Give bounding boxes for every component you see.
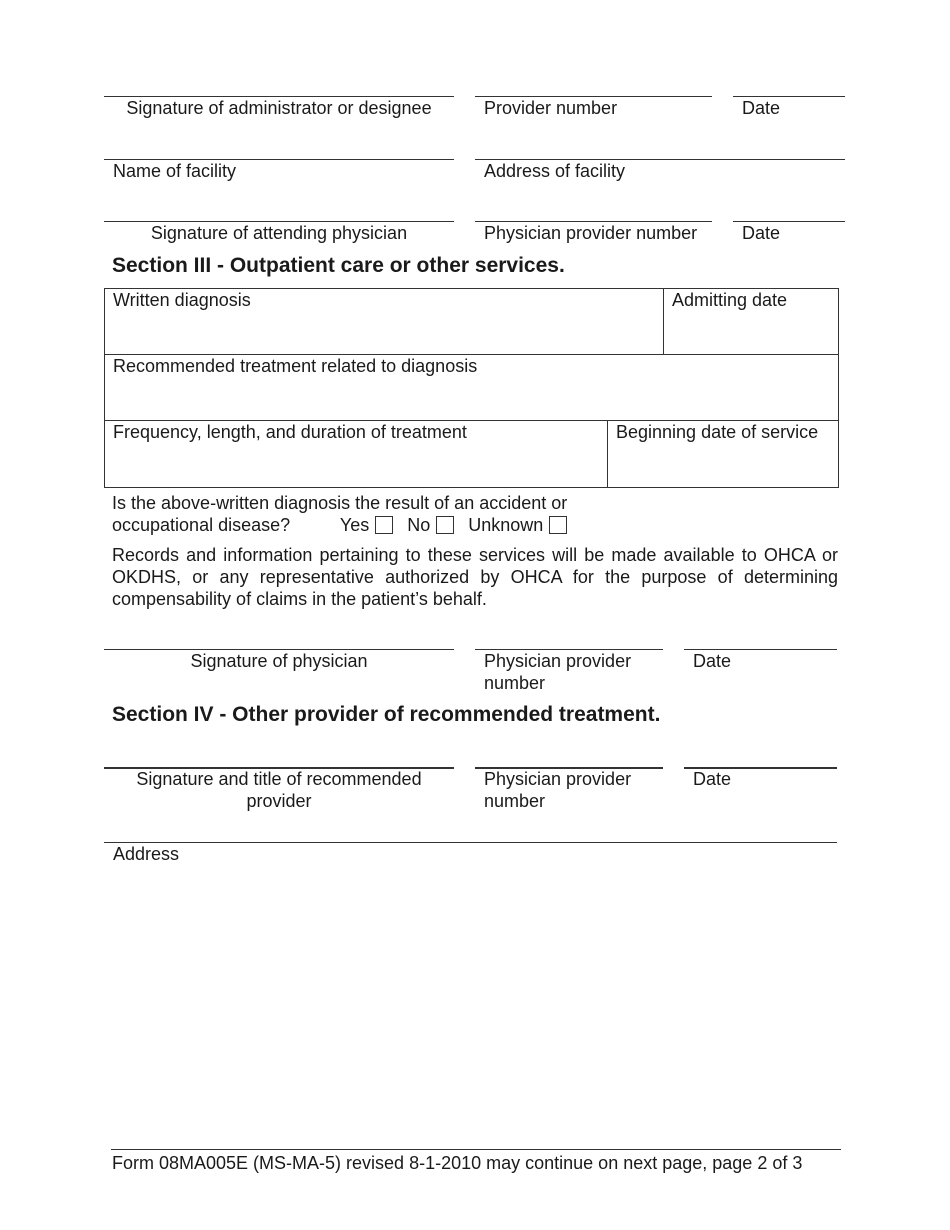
accident-question-line2 xyxy=(112,514,581,536)
address-label: Address xyxy=(113,844,180,864)
recommended-treatment-field[interactable]: Recommended treatment related to diagnosis xyxy=(113,356,478,376)
accident-question-text: occupational disease? xyxy=(112,515,291,535)
frequency-field[interactable]: Frequency, length, and duration of treatment xyxy=(113,422,467,442)
accident-question: Is the above-written diagnosis the result of an accident or xyxy=(112,493,568,513)
written-diagnosis-field[interactable]: Written diagnosis xyxy=(113,290,251,310)
date-label: Date xyxy=(742,223,781,243)
physician-provider-number-label: Physician provider xyxy=(484,651,632,671)
physician-provider-number-label-line2: number xyxy=(484,673,546,693)
admitting-date-field[interactable]: Admitting date xyxy=(672,290,788,310)
section-iii-heading: Section III - Outpatient care or other services. xyxy=(112,254,565,277)
date-label: Date xyxy=(693,651,732,671)
signature-title-label-line2: provider xyxy=(246,791,312,811)
attending-signature-label: Signature of attending physician xyxy=(150,223,408,243)
table-col-divider xyxy=(607,420,608,488)
admin-signature-label: Signature of administrator or designee xyxy=(126,98,432,118)
date-label: Date xyxy=(693,769,732,789)
address-line[interactable] xyxy=(104,842,837,843)
unknown-checkbox[interactable] xyxy=(549,516,567,534)
signature-title-label: Signature and title of recommended xyxy=(136,769,422,789)
no-label: No xyxy=(407,515,431,535)
physician-provider-number-label: Physician provider xyxy=(484,769,632,789)
yes-checkbox[interactable] xyxy=(375,516,393,534)
footer-text: Form 08MA005E (MS-MA-5) revised 8-1-2010 may continue on next page, page 2 of 3 xyxy=(112,1153,803,1173)
no-checkbox[interactable] xyxy=(436,516,454,534)
table-col-divider xyxy=(663,288,664,354)
date-label: Date xyxy=(742,98,781,118)
footer-divider xyxy=(111,1149,841,1150)
provider-number-label: Provider number xyxy=(484,98,618,118)
unknown-label: Unknown xyxy=(468,515,544,535)
section-iii-table xyxy=(104,288,839,488)
yes-label: Yes xyxy=(339,515,370,535)
physician-signature-label: Signature of physician xyxy=(190,651,368,671)
records-paragraph: Records and information pertaining to these services will be made available to OHCA or OKDHS, or any representative authorized by OHCA for the purpose of determining compensability of claims in the patient’s behalf. xyxy=(112,545,838,609)
beginning-date-field[interactable]: Beginning date of service xyxy=(616,422,819,442)
physician-provider-number-label-line2: number xyxy=(484,791,546,811)
physician-provider-number-label: Physician provider number xyxy=(484,223,698,243)
section-iv-heading: Section IV - Other provider of recommended treatment. xyxy=(112,703,661,726)
facility-address-label: Address of facility xyxy=(484,161,626,181)
facility-name-label: Name of facility xyxy=(113,161,237,181)
